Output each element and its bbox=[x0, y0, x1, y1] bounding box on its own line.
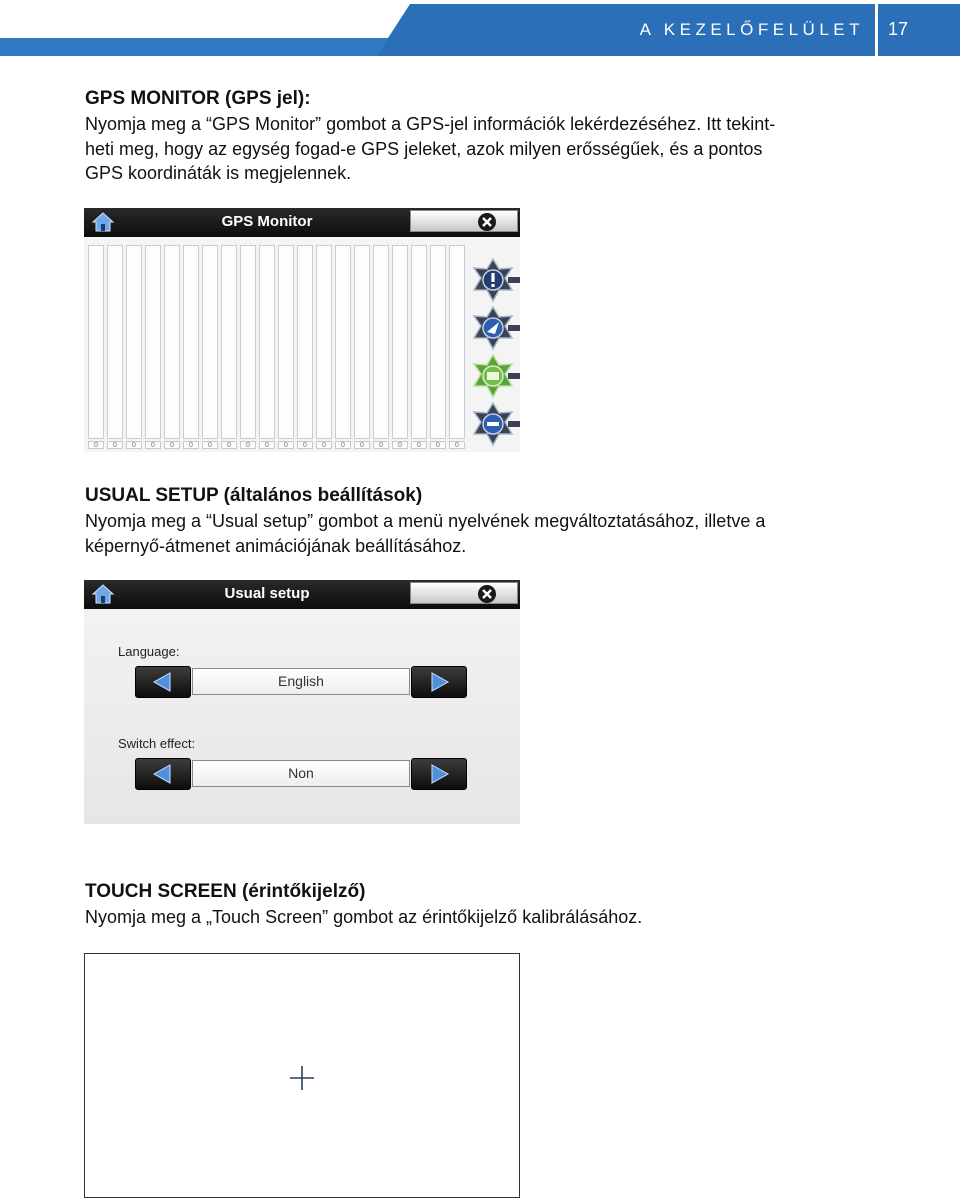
text-line: Nyomja meg a “Usual setup” gombot a menü nyelvének megváltoztatásához, illetve a bbox=[85, 511, 766, 531]
signal-bar bbox=[316, 245, 332, 439]
signal-bar-label: 0 bbox=[354, 441, 370, 449]
signal-bar-label: 0 bbox=[240, 441, 256, 449]
signal-bar bbox=[430, 245, 446, 439]
text-line: képernyő-átmenet animációjának beállításához. bbox=[85, 535, 467, 556]
signal-bar bbox=[335, 245, 351, 439]
signal-bar-label: 0 bbox=[392, 441, 408, 449]
signal-bar-label: 0 bbox=[411, 441, 427, 449]
signal-bar bbox=[221, 245, 237, 439]
page-header bbox=[0, 0, 960, 60]
title-bar bbox=[84, 208, 520, 237]
signal-bar-label: 0 bbox=[278, 441, 294, 449]
close-button[interactable] bbox=[410, 582, 518, 604]
close-icon bbox=[477, 212, 497, 232]
signal-bar bbox=[278, 245, 294, 439]
gear-map-icon[interactable] bbox=[466, 353, 520, 399]
signal-bar bbox=[373, 245, 389, 439]
signal-bar-label: 0 bbox=[107, 441, 123, 449]
section-title-usual-setup: USUAL SETUP (általános beállítások) bbox=[85, 485, 423, 506]
section-title-gps-monitor: GPS MONITOR (GPS jel): bbox=[85, 88, 311, 109]
signal-bar-label: 0 bbox=[126, 441, 142, 449]
text-line: Nyomja meg a “GPS Monitor” gombot a GPS-jel információk lekérdezéséhez. Itt tekint- bbox=[85, 114, 776, 134]
section-text-gps-monitor bbox=[85, 112, 875, 186]
signal-bar bbox=[145, 245, 161, 439]
signal-bar-label: 0 bbox=[88, 441, 104, 449]
signal-bar-label: 0 bbox=[430, 441, 446, 449]
signal-bar bbox=[202, 245, 218, 439]
signal-bar-label: 0 bbox=[145, 441, 161, 449]
switch-effect-prev-button[interactable] bbox=[135, 758, 191, 790]
text-line: Nyomja meg a „Touch Screen” gombot az érintőkijelző kalibrálásához. bbox=[85, 907, 643, 927]
signal-bar bbox=[126, 245, 142, 439]
title-bar bbox=[84, 580, 520, 609]
language-next-button[interactable] bbox=[411, 666, 467, 698]
signal-bar-label: 0 bbox=[259, 441, 275, 449]
signal-bar-label: 0 bbox=[449, 441, 465, 449]
signal-bar-label: 0 bbox=[183, 441, 199, 449]
signal-bar-label: 0 bbox=[297, 441, 313, 449]
crosshair-icon[interactable] bbox=[288, 1064, 316, 1092]
signal-bar bbox=[164, 245, 180, 439]
screen-title: Usual setup bbox=[224, 585, 310, 602]
signal-bar bbox=[259, 245, 275, 439]
gear-arrow-icon[interactable] bbox=[466, 305, 520, 351]
signal-bar-label: 0 bbox=[373, 441, 389, 449]
switch-effect-label: Switch effect: bbox=[118, 736, 196, 751]
gps-body bbox=[84, 237, 520, 452]
gear-minus-icon[interactable] bbox=[466, 401, 520, 447]
language-value-field[interactable]: English bbox=[192, 668, 410, 695]
signal-bar bbox=[354, 245, 370, 439]
setup-body bbox=[84, 609, 520, 824]
signal-bar-label: 0 bbox=[335, 441, 351, 449]
switch-effect-value-field[interactable]: Non bbox=[192, 760, 410, 787]
signal-bars bbox=[88, 245, 466, 450]
signal-bar-label: 0 bbox=[164, 441, 180, 449]
signal-bar bbox=[107, 245, 123, 439]
signal-bar bbox=[411, 245, 427, 439]
signal-bar bbox=[297, 245, 313, 439]
text-line: heti meg, hogy az egység fogad-e GPS jeleket, azok milyen erősségűek, és a pontos bbox=[85, 138, 763, 159]
text-line: GPS koordináták is megjelennek. bbox=[85, 163, 352, 183]
arrow-right-icon bbox=[424, 671, 454, 693]
signal-bar bbox=[240, 245, 256, 439]
switch-effect-next-button[interactable] bbox=[411, 758, 467, 790]
arrow-right-icon bbox=[424, 763, 454, 785]
gps-monitor-screen bbox=[84, 208, 520, 452]
section-text-usual-setup bbox=[85, 509, 875, 558]
section-title-touch-screen: TOUCH SCREEN (érintőkijelző) bbox=[85, 881, 366, 902]
close-button[interactable] bbox=[410, 210, 518, 232]
signal-bar-label: 0 bbox=[221, 441, 237, 449]
signal-bar bbox=[392, 245, 408, 439]
gear-exclamation-icon[interactable] bbox=[466, 257, 520, 303]
section-text-touch-screen bbox=[85, 905, 875, 930]
close-icon bbox=[477, 584, 497, 604]
usual-setup-screen bbox=[84, 580, 520, 825]
signal-bar-label: 0 bbox=[316, 441, 332, 449]
signal-bar bbox=[88, 245, 104, 439]
language-label: Language: bbox=[118, 644, 180, 659]
touch-calibration-screen[interactable] bbox=[84, 953, 520, 1198]
arrow-left-icon bbox=[148, 671, 178, 693]
page-number: 17 bbox=[888, 19, 909, 39]
signal-bar-label: 0 bbox=[202, 441, 218, 449]
screen-title: GPS Monitor bbox=[221, 213, 313, 230]
signal-bar bbox=[449, 245, 465, 439]
chapter-title: A KEZELŐFELÜLET bbox=[639, 20, 864, 39]
language-prev-button[interactable] bbox=[135, 666, 191, 698]
signal-bar bbox=[183, 245, 199, 439]
arrow-left-icon bbox=[148, 763, 178, 785]
